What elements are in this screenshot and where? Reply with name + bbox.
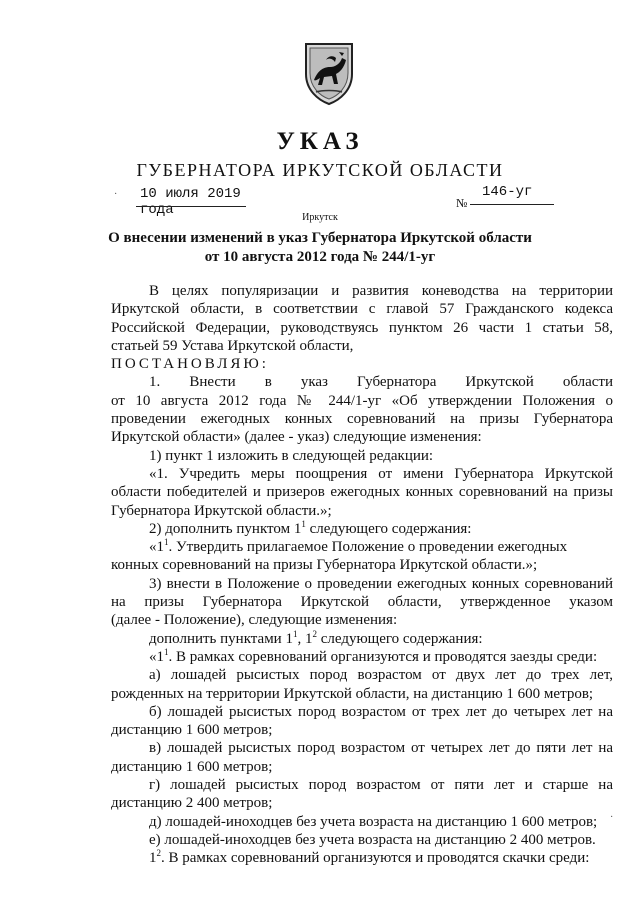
body-line: конных соревнований на призы Губернатора Иркутской области.»; <box>111 557 538 574</box>
date-underline <box>136 206 246 207</box>
line-text: 2) дополнить пунктом 1 <box>149 520 302 537</box>
resolution-word: ПОСТАНОВЛЯЮ: <box>111 356 269 373</box>
heading-line: от 10 августа 2012 года № 244/1-уг <box>204 249 436 265</box>
scan-speck: · <box>114 189 118 200</box>
body-line: Иркутской области, в соответствии с главой 57 Гражданского кодекса <box>111 301 613 318</box>
body-line: В целях популяризации и развития коневодства на территории <box>149 283 613 299</box>
body-line: г) лошадей рысистых пород возрастом от пяти лет и старше на <box>149 777 613 794</box>
line-text: следующего содержания: <box>305 520 472 537</box>
body-line: в) лошадей рысистых пород возрастом от четырех лет до пяти лет на <box>149 740 613 757</box>
decree-heading <box>0 229 640 267</box>
body-line: дистанцию 2 400 метров; <box>111 795 273 812</box>
body-line: е) лошадей-иноходцев без учета возраста на дистанцию 2 400 метров. <box>149 831 596 848</box>
coat-of-arms-icon <box>302 40 356 106</box>
line-text: следующего содержания: <box>316 630 483 647</box>
body-line: 1. Внести в указ Губернатора Иркутской области <box>149 374 613 391</box>
body-line: дистанцию 1 600 метров; <box>111 722 273 739</box>
body-line: на призы Губернатора Иркутской области, утвержденное указом <box>111 594 613 611</box>
body-line: Губернатора Иркутской области.»; <box>111 502 332 519</box>
scan-speck: · <box>610 812 614 823</box>
body-line <box>111 630 613 648</box>
body-line <box>111 538 613 556</box>
body-line: дистанцию 1 600 метров; <box>111 758 273 775</box>
body-line: «1. Учредить меры поощрения от имени Губернатора Иркутской <box>149 465 613 482</box>
heading-line: О внесении изменений в указ Губернатора Иркутской области <box>108 230 532 246</box>
body-line: области победителей и призеров ежегодных конных соревнований на призы <box>111 484 613 501</box>
superscript: 2 <box>312 628 317 639</box>
body-line: от 10 августа 2012 года № 244/1-уг «Об утверждении Положения о <box>111 392 613 409</box>
issuer-title: ГУБЕРНАТОРА ИРКУТСКОЙ ОБЛАСТИ <box>136 160 504 180</box>
body-line: статьей 59 Устава Иркутской области, <box>111 337 354 354</box>
superscript: 1 <box>164 646 169 657</box>
body-line: 1) пункт 1 изложить в следующей редакции: <box>149 447 434 464</box>
body-line <box>111 520 613 538</box>
body-line: Российской Федерации, руководствуясь пунктом 26 части 1 статьи 58, <box>111 319 613 336</box>
line-text: «1 <box>149 539 164 556</box>
body-line: проведении ежегодных конных соревнований на призы Губернатора <box>111 411 613 428</box>
body-line <box>111 648 613 666</box>
document-title: УКАЗ <box>276 128 364 155</box>
body-line: (далее - Положение), следующие изменения: <box>111 612 398 629</box>
line-text: , 1 <box>297 630 313 647</box>
decree-date: 10 июля 2019 года <box>140 186 241 218</box>
body-line: б) лошадей рысистых пород возрастом от трех лет до четырех лет на <box>149 703 613 720</box>
superscript: 1 <box>292 628 298 639</box>
body-line: Иркутской области» (далее - указ) следующие изменения: <box>111 429 482 446</box>
body-line: 3) внести в Положение о проведении ежегодных конных соревнований <box>149 575 613 592</box>
line-text: . В рамках соревнований организуются и проводятся заезды среди: <box>168 648 598 665</box>
decree-number: 146-уг <box>482 184 533 200</box>
decree-body <box>111 282 613 868</box>
superscript: 1 <box>301 518 306 529</box>
line-text: . Утвердить прилагаемое Положение о проведении ежегодных <box>168 539 568 556</box>
number-sign: № <box>456 196 468 210</box>
body-line: д) лошадей-иноходцев без учета возраста на дистанцию 1 600 метров; <box>149 813 598 830</box>
body-line: а) лошадей рысистых пород возрастом от двух лет до трех лет, <box>149 667 613 684</box>
number-underline <box>470 204 554 205</box>
body-line: рожденных на территории Иркутской области, на дистанцию 1 600 метров; <box>111 685 594 702</box>
line-text: . В рамках соревнований организуются и проводятся скачки среди: <box>161 850 590 867</box>
line-text: дополнить пунктами 1 <box>149 630 293 647</box>
superscript: 1 <box>164 537 169 548</box>
superscript: 2 <box>156 848 161 859</box>
city-label: Иркутск <box>302 212 338 223</box>
line-text: 1 <box>149 850 157 867</box>
body-line <box>111 849 613 867</box>
line-text: «1 <box>149 648 164 665</box>
